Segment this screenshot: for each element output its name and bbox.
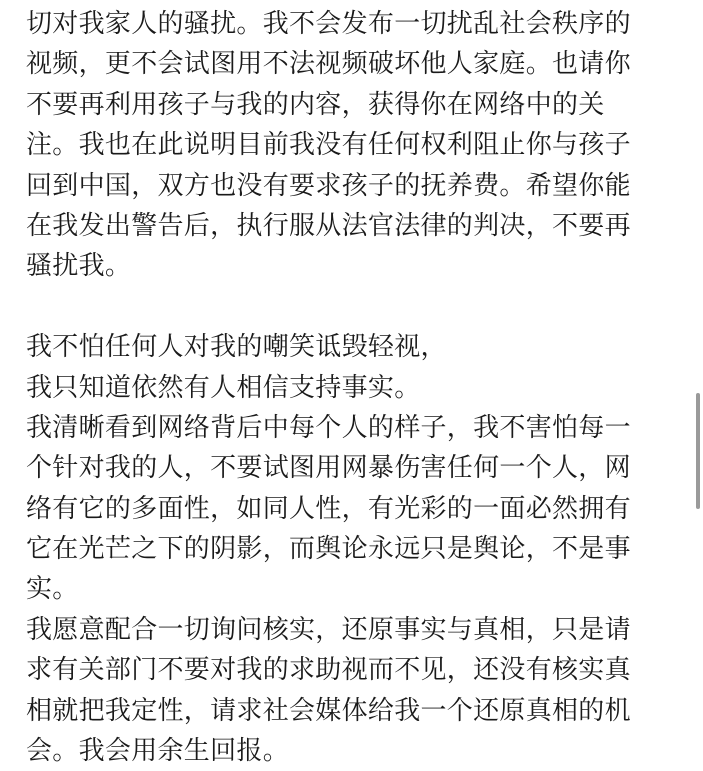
text-line: 我不怕任何人对我的嘲笑诋毁轻视， bbox=[26, 332, 447, 363]
paragraph-2 bbox=[26, 327, 696, 771]
text-line: 实。 bbox=[26, 574, 79, 605]
text-line: 我愿意配合一切询问核实，还原事实与真相，只是请 bbox=[26, 614, 631, 645]
article-text bbox=[26, 4, 696, 771]
text-line: 视频，更不会试图用不法视频破坏他人家庭。也请你 bbox=[26, 49, 631, 80]
paragraph-spacer bbox=[26, 287, 696, 327]
text-line: 我只知道依然有人相信支持事实。 bbox=[26, 372, 421, 403]
vertical-scrollbar[interactable] bbox=[696, 393, 700, 509]
paragraph-1 bbox=[26, 4, 696, 287]
text-line: 注。我也在此说明目前我没有任何权利阻止你与孩子 bbox=[26, 130, 631, 161]
text-line: 骚扰我。 bbox=[26, 251, 132, 282]
text-line: 不要再利用孩子与我的内容，获得你在网络中的关 bbox=[26, 89, 605, 120]
text-line: 个针对我的人，不要试图用网暴伤害任何一个人，网 bbox=[26, 453, 631, 484]
text-line: 它在光芒之下的阴影，而舆论永远只是舆论，不是事 bbox=[26, 534, 631, 565]
text-line: 相就把我定性，请求社会媒体给我一个还原真相的机 bbox=[26, 695, 631, 726]
text-line: 会。我会用余生回报。 bbox=[26, 736, 290, 767]
text-line: 在我发出警告后，执行服从法官法律的判决，不要再 bbox=[26, 210, 631, 241]
text-line: 切对我家人的骚扰。我不会发布一切扰乱社会秩序的 bbox=[26, 9, 631, 39]
text-line: 我清晰看到网络背后中每个人的样子，我不害怕每一 bbox=[26, 412, 631, 443]
text-line: 回到中国，双方也没有要求孩子的抚养费。希望你能 bbox=[26, 170, 631, 201]
text-line: 求有关部门不要对我的求助视而不见，还没有核实真 bbox=[26, 655, 631, 686]
text-line: 络有它的多面性，如同人性，有光彩的一面必然拥有 bbox=[26, 493, 631, 524]
